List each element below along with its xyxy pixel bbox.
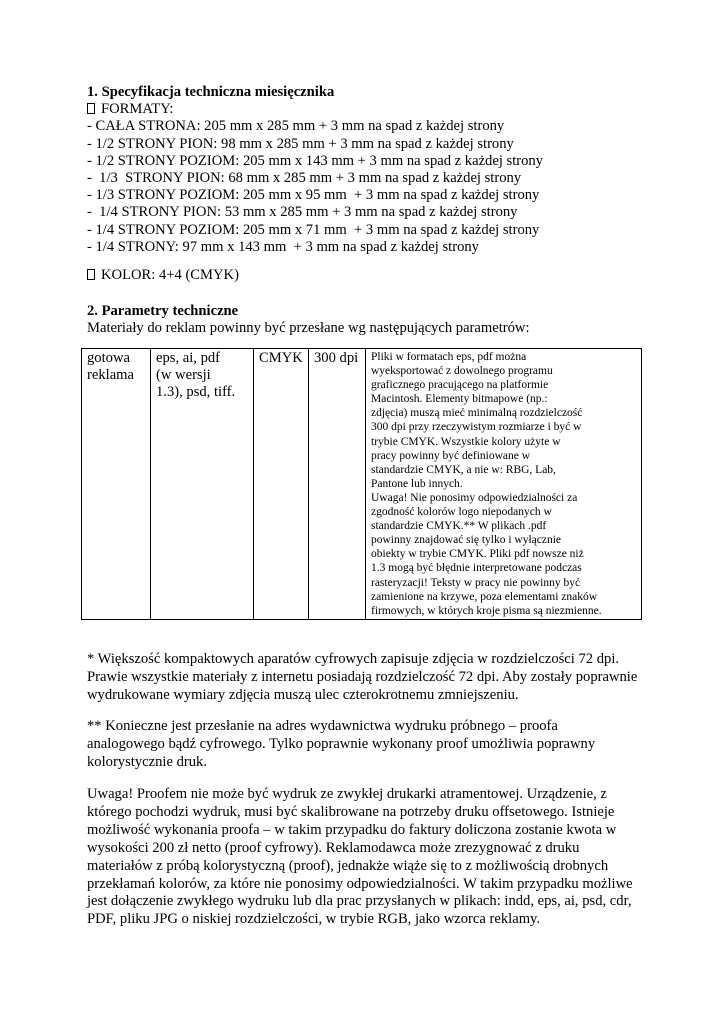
format-item: - 1/3 STRONY POZIOM: 205 mm x 95 mm + 3 mm na spad z każdej strony [87,187,540,204]
cell-description: Pliki w formatach eps, pdf można wyeksportować z dowolnego programu graficznego pracującego na platformie Macintosh. Elementy bitmapowe (np.: zdjęcia) muszą mieć minimalną rozdzielczość 300 dpi przy rzeczywistym rozmiarze i być w trybie CMYK. Wszystkie kolory użyte w pracy powinny być definiowane w standardzie CMYK, a nie w: RBG, Lab, Pantone lub innych. Uwaga! Nie ponosimy odpowiedzialności za zgodność kolorów logo niepodanych w standardzie CMYK.** W plikach .pdf powinny znajdować się tylko i wyłącznie obiekty w trybie CMYK. Pliki pdf nowsze niż 1.3 mogą być błędnie interpretowane podczas rasteryzacji! Teksty w pracy nie powinny być zamienione na krzywe, poza elementami znaków firmowych, w których kroje pisma są niezmienne. [366,349,642,620]
section2-intro: Materiały do reklam powinny być przesłane wg następujących parametrów: [87,320,530,337]
checkbox-icon [87,269,95,280]
warning-paragraph: Uwaga! Proofem nie może być wydruk ze zwykłej drukarki atramentowej. Urządzenie, z którego pochodzi wydruk, musi być skalibrowane na potrzeby druku offsetowego. Istnieje możliwość wykonania proofa – w takim przypadku do faktury doliczona zostanie kwota w wysokości 200 zł netto (proof cyfrowy). Reklamodawca może zrezygnować z druku materiałów z próbą kolorystyczną (proof), jednakże wiąże się to z możliwością drobnych przekłamań kolorów, za które nie ponosimy odpowiedzialności. W takim przypadku możliwe jest dołączenie zwykłego wydruku lub dla prac przysłanych w plikach: indd, eps, ai, psd, cdr, PDF, pliku JPG o niskiej rozdzielczości, w trybie RGB, jako wzorca reklamy. [87,786,633,928]
format-item: - 1/4 STRONY: 97 mm x 143 mm + 3 mm na spad z każdej strony [87,238,479,255]
format-item: - 1/4 STRONY POZIOM: 205 mm x 71 mm + 3 mm na spad z każdej strony [87,221,540,238]
format-item: - 1/3 STRONY PION: 68 mm x 285 mm + 3 mm na spad z każdej strony [87,170,522,187]
cell-type: gotowa reklama [82,349,151,620]
footnote-resolution: * Większość kompaktowych aparatów cyfrowych zapisuje zdjęcia w rozdzielczości 72 dpi. Prawie wszystkie materiały z internetu posiadają rozdzielczość 72 dpi. Aby zostały poprawnie wydrukowane wymiary zdjęcia muszą ulec czterokrotnemu zmniejszeniu. [87,651,638,703]
cell-resolution: 300 dpi [309,349,366,620]
format-item: - 1/4 STRONY PION: 53 mm x 285 mm + 3 mm na spad z każdej strony [87,204,518,221]
section2-title: 2. Parametry techniczne [87,303,239,319]
section-technical-spec [87,84,647,256]
section-technical-params [87,303,647,337]
checkbox-icon [87,103,95,114]
color-spec [87,267,647,284]
format-item: - 1/2 STRONY POZIOM: 205 mm x 143 mm + 3 mm na spad z każdej strony [87,152,544,169]
formats-label: FORMATY: [101,101,174,118]
parameters-table [81,348,642,620]
format-item: - CAŁA STRONA: 205 mm x 285 mm + 3 mm na spad z każdej strony [87,118,505,135]
cell-color-mode: CMYK [254,349,309,620]
cell-formats: eps, ai, pdf (w wersji 1.3), psd, tiff. [151,349,254,620]
formats-label-row [87,101,647,118]
footnote-proof: ** Konieczne jest przesłanie na adres wydawnictwa wydruku próbnego – proofa analogowego bądź cyfrowego. Tylko poprawnie wykonany proof umożliwia poprawny kolorystycznie druk. [87,718,596,770]
format-item: - 1/2 STRONY PION: 98 mm x 285 mm + 3 mm na spad z każdej strony [87,135,514,152]
table-row [82,349,642,620]
color-label: KOLOR: 4+4 (CMYK) [101,267,239,283]
section1-title: 1. Specyfikacja techniczna miesięcznika [87,84,335,100]
